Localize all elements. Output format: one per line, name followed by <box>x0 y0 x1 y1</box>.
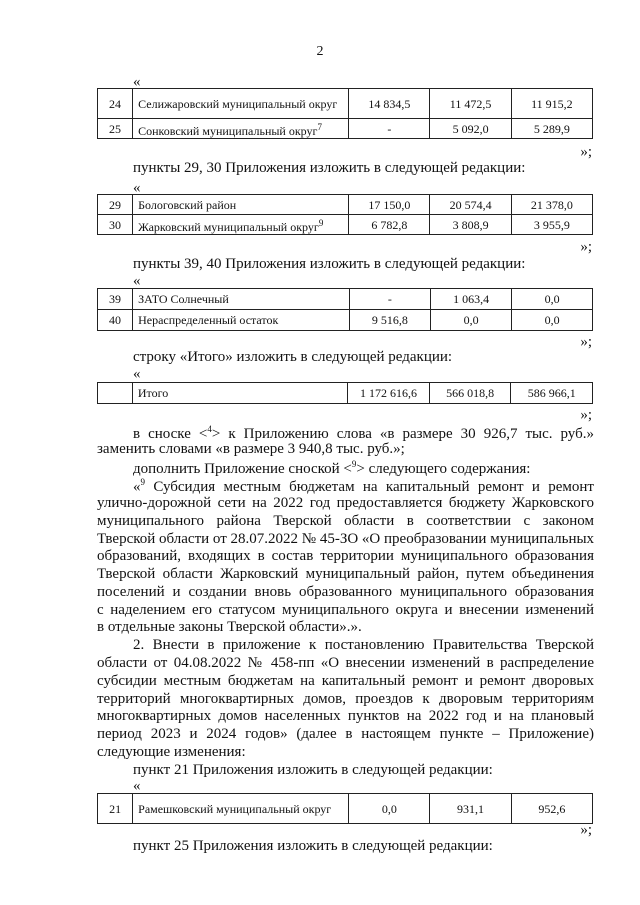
close-quote: »; <box>580 144 592 160</box>
table-row <box>98 289 593 310</box>
value-2022: 9 516,8 <box>349 310 430 331</box>
footnote-mark: 9 <box>351 459 357 469</box>
open-quote: « <box>133 778 141 794</box>
footnote-mark: 9 <box>140 477 145 487</box>
footnote-mark: 4 <box>207 424 212 434</box>
footnote-text-line: с наделением его статусом муниципального округа и внесении изменений <box>97 602 594 618</box>
table-total <box>97 382 593 404</box>
municipality-name <box>133 215 349 235</box>
municipality-name <box>133 119 349 139</box>
row-number: 40 <box>98 310 133 331</box>
municipality-name: ЗАТО Солнечный <box>133 289 350 310</box>
row-number: 39 <box>98 289 133 310</box>
name-text: Сонковский муниципальный округ <box>138 123 318 138</box>
value-2023: 0,0 <box>430 310 511 331</box>
footnote-text-line: муниципального района Тверской области в соответствии с законом <box>97 513 594 529</box>
value-2022: - <box>349 289 430 310</box>
footnote-text-line: Тверской области Жарковский муниципальный район, путем объединения <box>97 566 594 582</box>
footnote-text-line: образований, входящих в состав территории муниципального образования <box>97 548 594 564</box>
row-number: 30 <box>98 215 133 235</box>
footnote-mark: 7 <box>317 121 322 132</box>
value-2024: 0,0 <box>512 289 593 310</box>
open-quote: « <box>133 74 141 90</box>
text: > к Приложению слова «в размере 30 926,7 тыс. руб.» <box>211 426 594 442</box>
value-2023: 566 018,8 <box>429 383 511 404</box>
text: Субсидия местным бюджетам на капитальный ремонт и ремонт <box>145 479 594 495</box>
footnote-mark: 9 <box>318 217 324 228</box>
table-row <box>98 383 593 404</box>
table-row <box>98 89 593 119</box>
footnote-text-first <box>133 477 594 496</box>
municipality-name: Рамешковский муниципальный округ <box>133 794 349 824</box>
text: « <box>133 479 141 495</box>
close-quote: »; <box>580 822 592 838</box>
page-number: 2 <box>316 44 324 59</box>
value-2024: 11 915,2 <box>511 89 592 119</box>
row-number: 29 <box>98 195 133 215</box>
value-2023: 3 808,9 <box>430 215 511 235</box>
table-row <box>98 310 593 331</box>
value-2024: 5 289,9 <box>511 119 592 139</box>
value-2022: 14 834,5 <box>349 89 430 119</box>
row-number: 24 <box>98 89 133 119</box>
section-2-line: территорий многоквартирных домов, проездов к дворовым территориям <box>97 691 594 707</box>
footnote-text-line: улично-дорожной сети на 2022 год предоставляется бюджету Жарковского <box>97 495 594 511</box>
municipality-name: Нераспределенный остаток <box>133 310 350 331</box>
table-row <box>98 195 593 215</box>
table-rows-29-30 <box>97 194 593 235</box>
row-number: 21 <box>98 794 133 824</box>
value-2022: 1 172 616,6 <box>348 383 430 404</box>
table-row <box>98 215 593 235</box>
value-2023: 931,1 <box>430 794 511 824</box>
instruction-21: пункт 21 Приложения изложить в следующей редакции: <box>133 762 493 778</box>
footnote-text-line: Тверской области от 28.07.2022 № 45-ЗО «О преобразовании муниципальных <box>97 531 595 547</box>
value-2023: 20 574,4 <box>430 195 511 215</box>
value-2024: 586 966,1 <box>511 383 593 404</box>
table-row <box>98 119 593 139</box>
section-2-line: многоквартирных домов населенных пунктов на 2022 год и на плановый <box>97 708 594 724</box>
value-2022: 6 782,8 <box>349 215 430 235</box>
instruction-29-30: пункты 29, 30 Приложения изложить в следующей редакции: <box>133 160 526 176</box>
instruction-25: пункт 25 Приложения изложить в следующей редакции: <box>133 838 493 854</box>
value-2023: 1 063,4 <box>430 289 511 310</box>
table-row <box>98 794 593 824</box>
section-2-line: области от 04.08.2022 № 458-пп «О внесении изменений в распределение <box>97 655 594 671</box>
footnote-change-line2: заменить словами «в размере 3 940,8 тыс. руб.»; <box>97 441 405 457</box>
section-2-last: следующие изменения: <box>97 744 246 760</box>
text: дополнить Приложение сноской < <box>133 461 352 477</box>
row-number <box>98 383 133 404</box>
table-rows-39-40 <box>97 288 593 331</box>
text: в сноске < <box>133 426 208 442</box>
table-row-21 <box>97 793 593 824</box>
close-quote: »; <box>580 407 592 423</box>
close-quote: »; <box>580 334 592 350</box>
value-2022: 17 150,0 <box>349 195 430 215</box>
open-quote: « <box>133 366 141 382</box>
municipality-name: Селижаровский муниципальный округ <box>133 89 349 119</box>
open-quote: « <box>133 273 141 289</box>
value-2024: 0,0 <box>512 310 593 331</box>
footnote-text-last: в отдельные законы Тверской области».». <box>97 619 362 635</box>
table-rows-24-25 <box>97 88 593 139</box>
municipality-name: Бологовский район <box>133 195 349 215</box>
value-2024: 3 955,9 <box>511 215 592 235</box>
footnote-text-line: поселений и создании вновь образованного муниципального образования <box>97 584 594 600</box>
section-2-line: субсидии местным бюджетам на капитальный ремонт и ремонт дворовых <box>97 673 594 689</box>
value-2022: 0,0 <box>349 794 430 824</box>
total-label: Итого <box>132 383 347 404</box>
row-number: 25 <box>98 119 133 139</box>
value-2024: 952,6 <box>511 794 592 824</box>
name-text: Жарковский муниципальный округ <box>138 219 319 234</box>
value-2022: - <box>349 119 430 139</box>
text: > следующего содержания: <box>356 461 531 477</box>
instruction-itogo: строку «Итого» изложить в следующей редакции: <box>133 349 453 365</box>
section-2-line: период 2023 и 2024 годов» (далее в настоящем пункте – Приложение) <box>97 726 594 742</box>
instruction-39-40: пункты 39, 40 Приложения изложить в следующей редакции: <box>133 256 526 272</box>
value-2023: 5 092,0 <box>430 119 511 139</box>
open-quote: « <box>133 180 141 196</box>
close-quote: »; <box>580 239 592 255</box>
value-2023: 11 472,5 <box>430 89 511 119</box>
footnote-add-line <box>133 459 530 478</box>
value-2024: 21 378,0 <box>511 195 592 215</box>
section-2-first: 2. Внести в приложение к постановлению Правительства Тверской <box>133 637 594 653</box>
